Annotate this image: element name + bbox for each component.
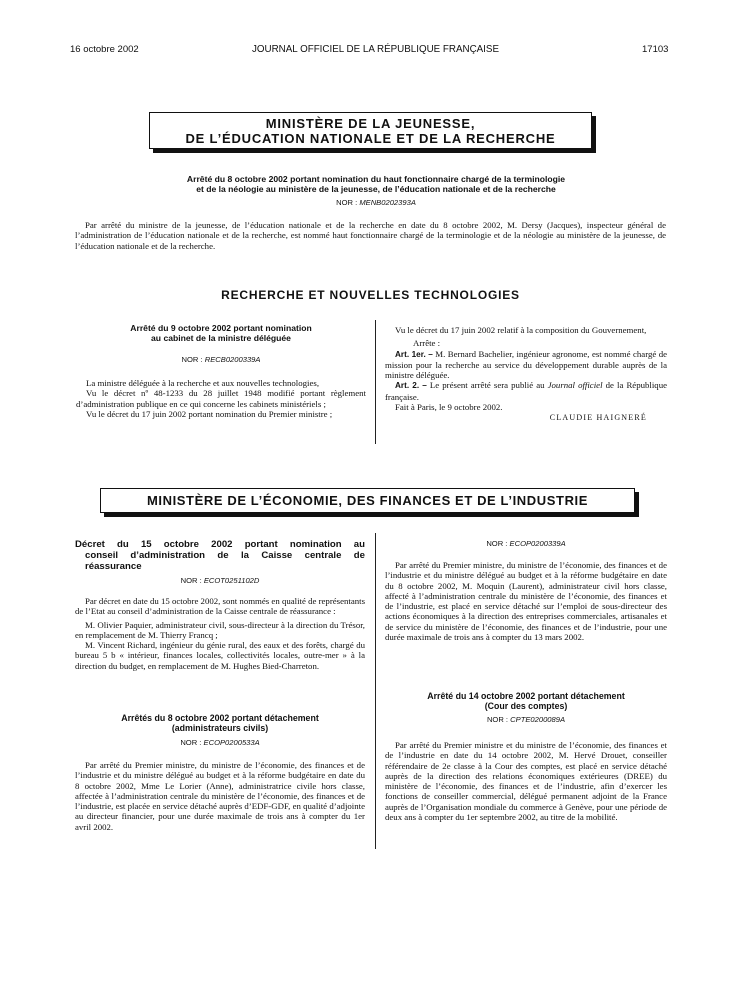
paragraph: Vu le décret nº 48-1233 du 28 juillet 1948 modifié portant règlement d’administration publique en ce qui concerne les cabinets ministériels ; xyxy=(76,388,366,409)
arrete-body xyxy=(75,220,666,251)
paragraph: La ministre déléguée à la recherche et aux nouvelles technologies, xyxy=(86,378,320,388)
decret-title-line1: Décret du 15 octobre 2002 portant nomination au xyxy=(75,539,365,550)
arrete-word: Arrête : xyxy=(413,338,441,349)
nor-reference: NOR : ECOP0200533A xyxy=(180,738,260,747)
nor-reference: NOR : RECB0200339A xyxy=(181,355,261,364)
arrete-title xyxy=(86,174,666,194)
paragraph: Par arrêté du Premier ministre et du ministre de l’économie, des finances et de l’industrie en date du 14 octobre 2002, M. Hervé Drouet, conseiller référendaire de 2e classe à la Cour des comptes, est placé en service détaché auprès de la direction des relations économiques extérieures (DREE) du ministère de l’économie, des finances et de l’industrie, afin d’exercer les fonctions de conseiller commercial, délégué permanent adjoint de la France auprès de l’Organisation mondiale du commerce à Genève, pour une période de deux ans à compter du 1er septembre 2002, au titre de la mobilité. xyxy=(385,740,667,823)
ministry-heading-title: MINISTÈRE DE L’ÉCONOMIE, DES FINANCES ET DE L’INDUSTRIE xyxy=(146,493,589,508)
arrete-body xyxy=(385,740,667,822)
arrete-body xyxy=(75,760,365,832)
article-label: Art. 1er. – xyxy=(395,349,433,359)
nor-code: MENB0202393A xyxy=(359,198,416,207)
paragraph: Vu le décret du 17 juin 2002 relatif à la composition du Gouvernement, xyxy=(395,325,647,335)
arrete-title-line1: Arrêté du 8 octobre 2002 portant nomination du haut fonctionnaire chargé de la terminologie xyxy=(186,174,566,184)
arrete-title-line2: au cabinet de la ministre déléguée xyxy=(151,333,291,343)
section-heading-recherche: RECHERCHE ET NOUVELLES TECHNOLOGIES xyxy=(221,288,520,302)
article-label: Art. 2. – xyxy=(395,381,427,391)
column-divider xyxy=(375,533,376,849)
arrete-title xyxy=(76,323,366,343)
arrete-title xyxy=(75,713,365,733)
arrete-title-line2: et de la néologie au ministère de la jeunesse, de l’éducation nationale et de la recherche xyxy=(196,184,556,194)
paragraph: M. Olivier Paquier, administrateur civil, sous-directeur à la direction du Trésor, en remplacement de M. Thierry Francq ; xyxy=(75,619,365,640)
paragraph: Par arrêté du Premier ministre, du ministre de l’économie, des finances et de l’industrie et du ministre délégué au budget et à la réforme budgétaire en date du 8 octobre 2002, M. Moquin (Laurent), administrateur civil hors classe, affecté à l’administration centrale du ministère de l’économie, des finances et de l’industrie, est placé en service détaché sur l’emploi de sous-directeur des actions économiques à la direction des entreprises commerciales, artisanales et de service du ministère de l’économie, des finances et de l’industrie, pour une durée maximale de trois ans à compter du 13 mars 2002. xyxy=(385,560,667,643)
arrete-title-line2: (administrateurs civils) xyxy=(171,723,269,733)
decret-title-line2: conseil d’administration de la Caisse centrale de xyxy=(85,550,365,561)
decret-body xyxy=(75,596,365,671)
nor-reference: NOR : CPTE0200089A xyxy=(486,715,566,724)
nor-code: CPTE0200089A xyxy=(510,715,566,724)
arrete-body-left xyxy=(76,378,366,419)
decret-title-line3: réassurance xyxy=(85,561,142,572)
arrete-title-line1: Arrêté du 9 octobre 2002 portant nomination xyxy=(130,323,312,333)
paragraph: Par décret en date du 15 octobre 2002, sont nommés en qualité de représentants de l’Etat au conseil d’administration de la Caisse centrale de réassurance : xyxy=(75,596,365,617)
decret-title xyxy=(75,539,365,572)
ministry-heading-line1: MINISTÈRE DE LA JEUNESSE, xyxy=(265,116,476,131)
nor-reference: NOR : ECOT0251102D xyxy=(180,576,260,585)
paragraph: M. Vincent Richard, ingénieur du génie rural, des eaux et des forêts, chargé du bureau 5 b « intérieur, finances locales, collectivités locales, outre-mer » à la direction du budget, en remplacement de M. Hughes Bied-Charreton. xyxy=(75,640,365,671)
nor-code: RECB0200339A xyxy=(204,355,261,364)
page-date: 16 octobre 2002 xyxy=(70,44,139,55)
journal-title: JOURNAL OFFICIEL DE LA RÉPUBLIQUE FRANÇAISE xyxy=(252,44,499,55)
arrete-title-line1: Arrêtés du 8 octobre 2002 portant détachement xyxy=(121,713,319,723)
arrete-title-line1: Arrêté du 14 octobre 2002 portant détachement xyxy=(427,691,625,701)
arrete-title-line2: (Cour des comptes) xyxy=(484,701,568,711)
signature: CLAUDIE HAIGNERÉ xyxy=(549,413,647,423)
arrete-title xyxy=(385,691,667,711)
page-number: 17103 xyxy=(642,44,669,55)
column-divider xyxy=(375,320,376,444)
ministry-heading-line2: DE L’ÉDUCATION NATIONALE ET DE LA RECHERCHE xyxy=(185,131,556,146)
fait-a-paris: Fait à Paris, le 9 octobre 2002. xyxy=(395,402,503,413)
arrete-body-right: Vu le décret du 17 juin 2002 relatif à la composition du Gouvernement, Arrête : Art. 1er. – M. Bernard Bachelier, ingénieur agronome, est nommé chargé de mission pour la recherche au service du développement durable auprès de la ministre déléguée. Art. 2. – Le présent arrêté sera publié au Journal officiel de la République française. Fait à Paris, le 9 octobre 2002. CLAUDIE HAIGNERÉ xyxy=(385,325,668,423)
nor-reference: NOR : MENB0202393A xyxy=(336,198,416,207)
ministry-heading-education xyxy=(149,112,592,149)
arrete-body xyxy=(385,560,667,642)
nor-code: ECOP0200339A xyxy=(509,539,566,548)
paragraph: Vu le décret du 17 juin 2002 portant nomination du Premier ministre ; xyxy=(86,408,333,419)
ministry-heading-economie xyxy=(100,488,635,513)
journal-officiel-ref: Journal officiel xyxy=(547,380,603,391)
nor-code: ECOP0200533A xyxy=(203,738,260,747)
nor-reference: NOR : ECOP0200339A xyxy=(486,539,566,548)
paragraph: Par arrêté du ministre de la jeunesse, de l’éducation nationale et de la recherche en date du 8 octobre 2002, M. Dersy (Jacques), inspecteur général de l’administration de l’éducation nationale et de la recherche, est nommé haut fonctionnaire chargé de la terminologie et de la néologie au ministère de la jeunesse, de l’éducation nationale et de la recherche. xyxy=(75,220,666,251)
nor-code: ECOT0251102D xyxy=(203,576,260,585)
paragraph: Par arrêté du Premier ministre, du ministre de l’économie, des finances et de l’industrie et du ministre délégué au budget et à la réforme budgétaire en date du 8 octobre 2002, Mme Le Lorier (Anne), administratrice civile hors classe, affectée à l’administration centrale du ministère de l’économie, des finances et de l’industrie, est placée en service détaché auprès d’EDF-GDF, en qualité d’adjointe au directeur financier, pour une durée maximale de trois ans à compter du 1er avril 2002. xyxy=(75,760,365,832)
